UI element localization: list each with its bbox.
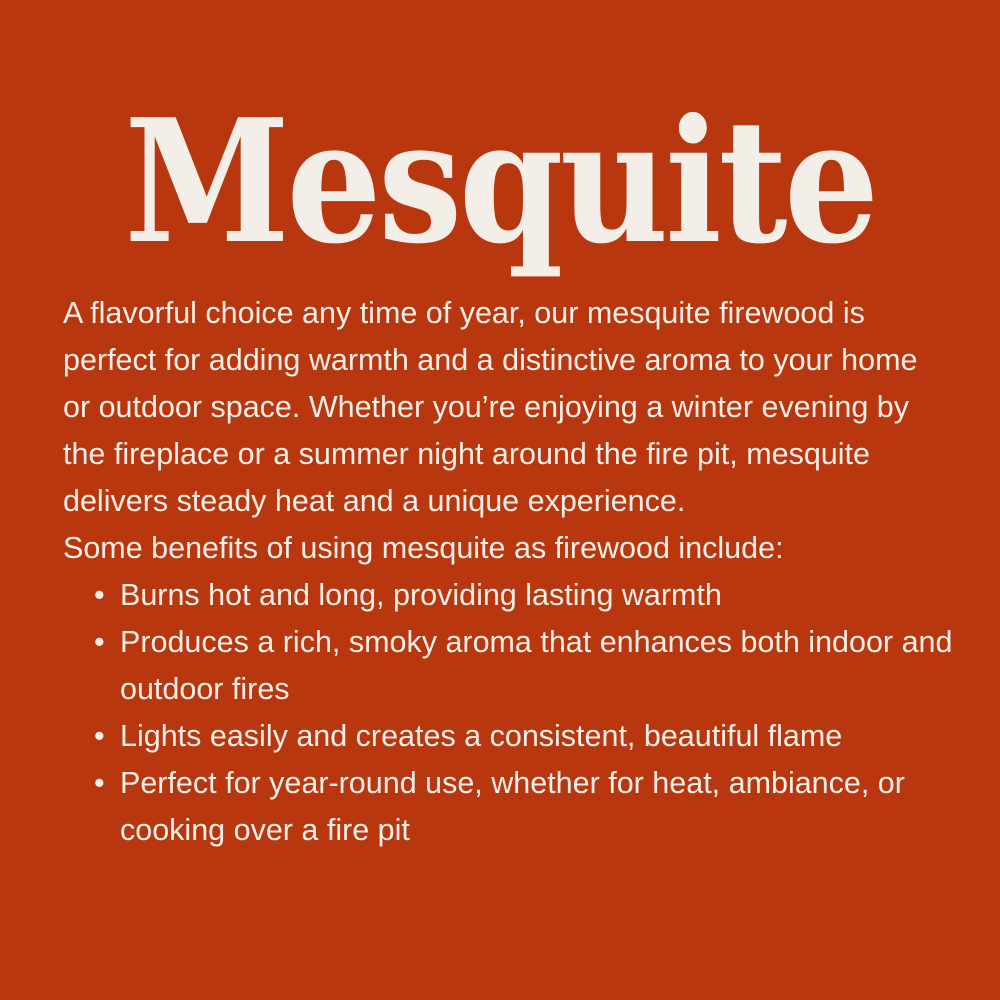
list-item: • Lights easily and creates a consistent, beautiful flame — [120, 713, 953, 760]
bullet-icon: • — [94, 719, 105, 753]
description — [63, 290, 953, 854]
list-item: • Produces a rich, smoky aroma that enhances both indoor and outdoor fires — [120, 619, 953, 713]
intro-paragraph: A flavorful choice any time of year, our mesquite firewood is perfect for adding warmth and a distinctive aroma to your home or outdoor space. Whether you’re enjoying a winter evening by the fireplace or a summer night around the fire pit, mesquite delivers steady heat and a unique experience. — [63, 296, 918, 518]
bullet-icon: • — [94, 625, 105, 659]
benefits-heading: Some benefits of using mesquite as firewood include: — [63, 531, 784, 565]
list-item: • Perfect for year-round use, whether for heat, ambiance, or cooking over a fire pit — [120, 760, 953, 854]
benefits-list — [63, 572, 953, 854]
list-item: • Burns hot and long, providing lasting warmth — [120, 572, 953, 619]
page-title: Mesquite — [124, 82, 876, 282]
bullet-icon: • — [94, 578, 105, 612]
bullet-icon: • — [94, 766, 105, 800]
